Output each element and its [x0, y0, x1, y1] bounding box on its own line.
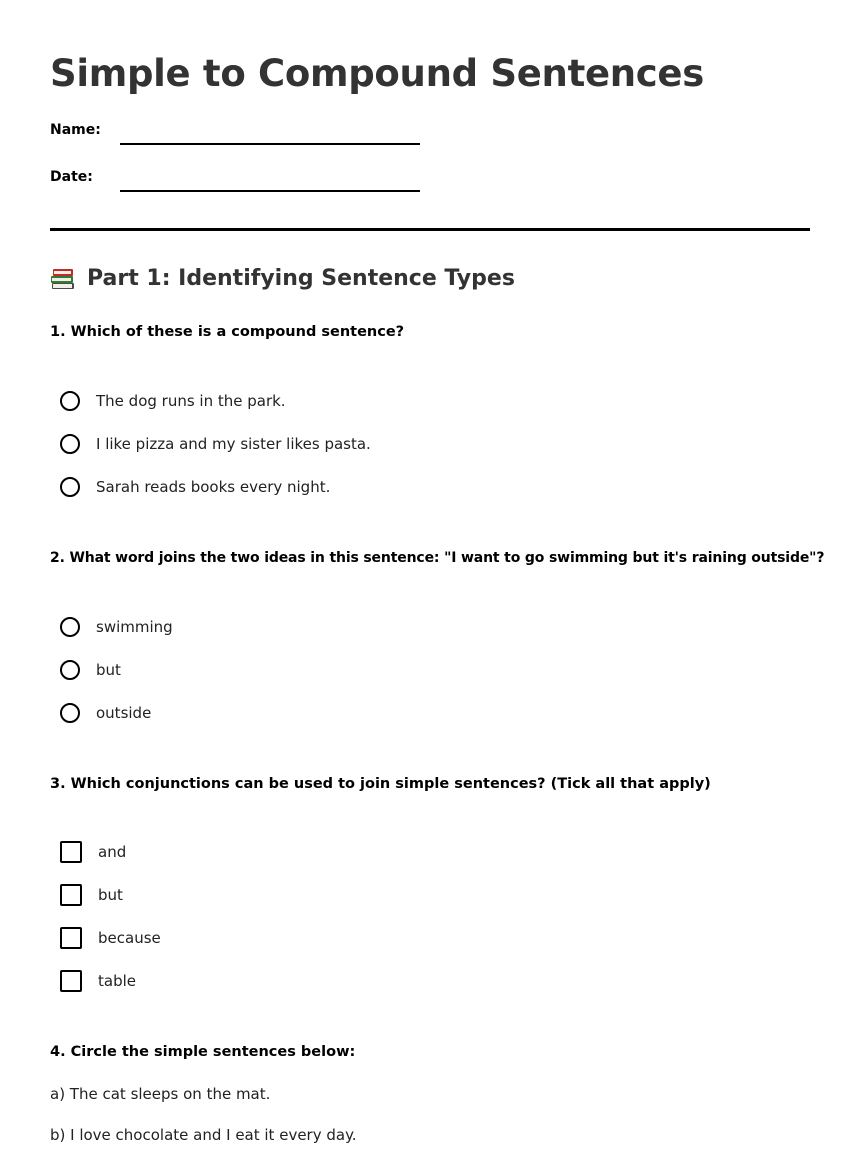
checkbox[interactable] — [60, 927, 82, 949]
sentence-a[interactable]: a) The cat sleeps on the mat. — [50, 1085, 271, 1103]
q3-option-2[interactable] — [60, 882, 123, 908]
q1-option-3[interactable] — [60, 474, 330, 500]
question-1: 1. Which of these is a compound sentence? — [50, 324, 405, 340]
radio-button[interactable] — [60, 434, 80, 454]
q1-option-2[interactable] — [60, 431, 371, 457]
name-field-row — [50, 122, 450, 152]
question-3: 3. Which conjunctions can be used to join simple sentences? (Tick all that apply) — [50, 776, 711, 792]
date-field[interactable] — [120, 190, 420, 192]
option-label: I like pizza and my sister likes pasta. — [96, 435, 371, 453]
checkbox[interactable] — [60, 970, 82, 992]
option-label: because — [98, 929, 161, 947]
radio-button[interactable] — [60, 477, 80, 497]
q3-option-3[interactable] — [60, 925, 161, 951]
date-field-row — [50, 169, 450, 199]
books-icon — [50, 267, 76, 291]
option-label: but — [98, 886, 123, 904]
radio-button[interactable] — [60, 391, 80, 411]
q3-option-4[interactable] — [60, 968, 136, 994]
name-label: Name: — [50, 122, 101, 138]
radio-button[interactable] — [60, 617, 80, 637]
date-label: Date: — [50, 169, 93, 185]
checkbox[interactable] — [60, 884, 82, 906]
option-label: outside — [96, 704, 152, 722]
radio-button[interactable] — [60, 660, 80, 680]
option-label: swimming — [96, 618, 173, 636]
question-2: 2. What word joins the two ideas in this sentence: "I want to go swimming but it's raining outside"? — [50, 550, 825, 566]
question-4: 4. Circle the simple sentences below: — [50, 1044, 356, 1060]
option-label: but — [96, 661, 121, 679]
part1-heading — [50, 266, 515, 291]
checkbox[interactable] — [60, 841, 82, 863]
part1-heading-text: Part 1: Identifying Sentence Types — [87, 266, 515, 291]
option-label: table — [98, 972, 136, 990]
option-label: and — [98, 843, 127, 861]
q1-option-1[interactable] — [60, 388, 286, 414]
worksheet-title: Simple to Compound Sentences — [50, 52, 704, 95]
sentence-b[interactable]: b) I love chocolate and I eat it every day. — [50, 1126, 357, 1144]
option-label: Sarah reads books every night. — [96, 478, 331, 496]
q2-option-1[interactable] — [60, 614, 173, 640]
option-label: The dog runs in the park. — [96, 392, 286, 410]
q3-option-1[interactable] — [60, 839, 126, 865]
radio-button[interactable] — [60, 703, 80, 723]
q2-option-3[interactable] — [60, 700, 151, 726]
name-field[interactable] — [120, 143, 420, 145]
q2-option-2[interactable] — [60, 657, 121, 683]
section-divider — [50, 228, 810, 231]
